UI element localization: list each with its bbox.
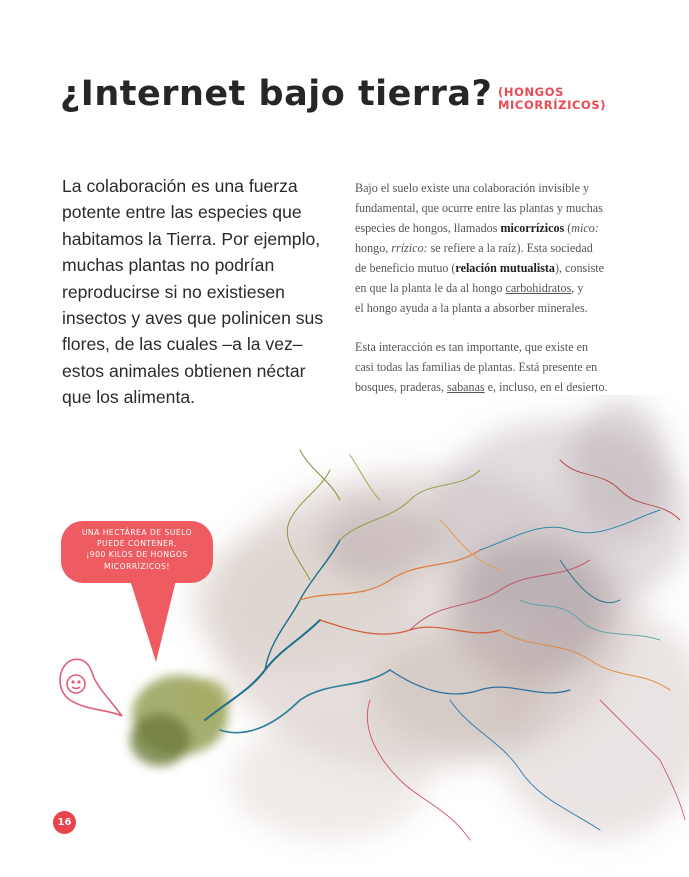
- body-text-fragment: , y: [571, 281, 584, 295]
- subtitle-line: (HONGOS: [498, 85, 564, 99]
- bubble-line: PUEDE CONTENER,: [96, 539, 178, 549]
- subtitle-line: MICORRÍZICOS): [498, 98, 607, 112]
- body-text-fragment: e, incluso, en el desierto.: [484, 380, 608, 394]
- body-line: [355, 278, 640, 298]
- body-text-fragment: de beneficio mutuo (: [355, 261, 456, 275]
- bubble-line: ¡900 KILOS DE HONGOS: [86, 550, 188, 560]
- smiley-doodle-icon: [60, 659, 122, 716]
- lead-line: muchas plantas no podrían: [62, 255, 275, 276]
- body-line: Bajo el suelo existe una colaboración invisible y: [355, 181, 590, 195]
- lead-line: La colaboración es una fuerza: [62, 176, 298, 196]
- body-line: el hongo ayuda a la planta a absorber minerales.: [355, 301, 588, 315]
- etymology-rrizico: rrízico:: [391, 241, 428, 255]
- lead-line: estos animales obtienen néctar: [62, 360, 306, 381]
- lead-line: insectos y aves que polinicen sus: [62, 308, 324, 329]
- body-text-fragment: se refiere a la raíz). Esta sociedad: [427, 241, 593, 255]
- mycorrhizal-network-illustration: [0, 395, 689, 877]
- body-line: [355, 377, 640, 397]
- lead-line: reproducirse si no existiesen: [62, 281, 285, 302]
- lead-paragraph: [62, 173, 330, 411]
- speech-bubble: [61, 521, 213, 583]
- lead-line: flores, de las cuales –a la vez–: [62, 334, 303, 355]
- page-subtitle: [498, 86, 606, 112]
- bubble-line: UNA HECTÁREA DE SUELO: [81, 528, 193, 537]
- body-text: [355, 178, 640, 397]
- speech-bubble-tail: [130, 580, 176, 662]
- term-micorrizicos: micorrízicos: [500, 221, 565, 235]
- lead-line: potente entre las especies que: [62, 202, 302, 223]
- body-text-fragment: ), consiste: [554, 261, 605, 275]
- bubble-line: MICORRÍZICOS!: [104, 561, 170, 571]
- page-title: ¿Internet bajo tierra?: [60, 74, 493, 114]
- term-relacion-mutualista: relación mutualista: [455, 261, 555, 275]
- body-text-fragment: hongo,: [355, 241, 392, 255]
- plant-foliage: [130, 675, 230, 766]
- body-line: [355, 218, 640, 238]
- body-line: Esta interacción es tan importante, que existe en: [355, 340, 589, 354]
- page-number: 16: [53, 811, 76, 834]
- lead-line: habitamos la Tierra. Por ejemplo,: [62, 228, 321, 249]
- body-text-fragment: bosques, praderas,: [355, 380, 448, 394]
- etymology-mico: mico:: [571, 221, 599, 235]
- body-line: casi todas las familias de plantas. Está presente en: [355, 360, 598, 374]
- glossary-term-carbohidratos: carbohidratos: [505, 281, 572, 295]
- watercolor-wash: [190, 400, 689, 840]
- body-line: [355, 238, 640, 258]
- body-text-fragment: en que la planta le da al hongo: [355, 281, 506, 295]
- body-text-fragment: especies de hongos, llamados: [355, 221, 501, 235]
- lead-line: que los alimenta.: [62, 387, 196, 408]
- glossary-term-sabanas: sabanas: [447, 380, 485, 394]
- body-text-fragment: (: [564, 221, 572, 235]
- body-line: fundamental, que ocurre entre las plantas y muchas: [355, 201, 603, 215]
- body-line: [355, 258, 640, 278]
